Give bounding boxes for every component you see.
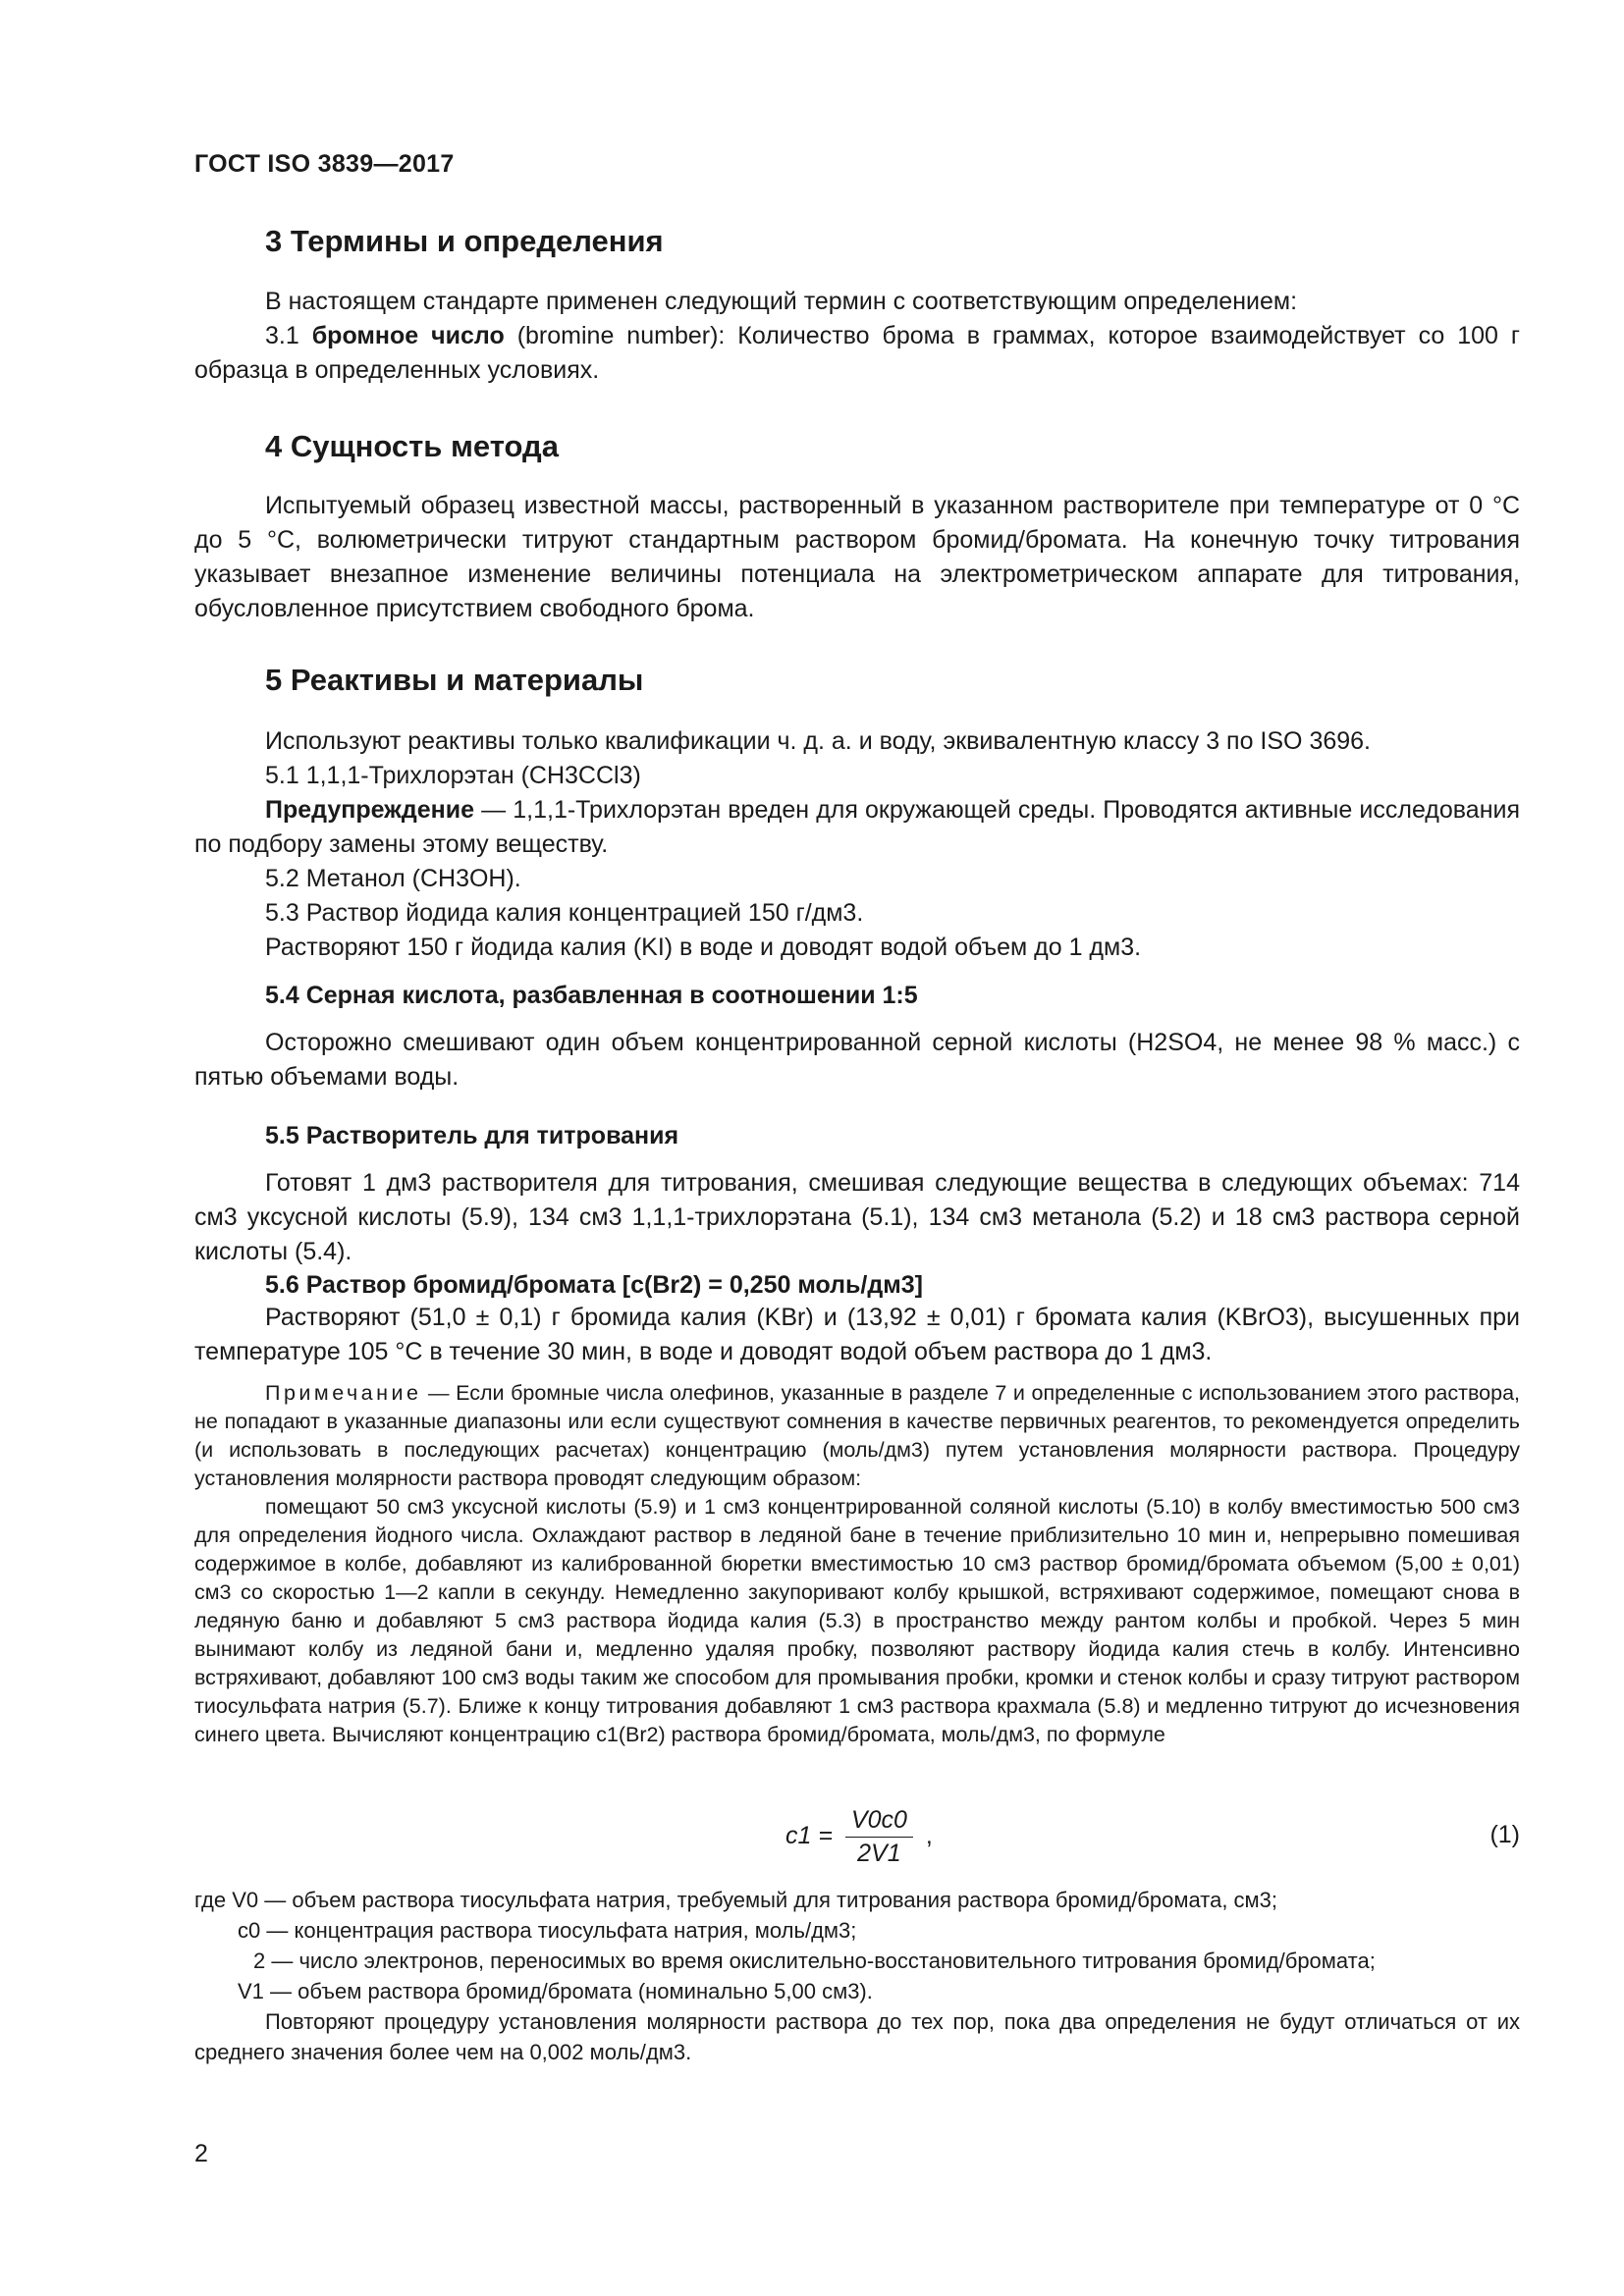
- item-5-4-title: 5.4 Серная кислота, разбавленная в соотношении 1:5: [265, 982, 918, 1009]
- formula-1: [785, 1806, 933, 1868]
- section-5-title: 5 Реактивы и материалы: [265, 663, 644, 697]
- note-para-1: [194, 1379, 1520, 1493]
- warning-label: Предупреждение: [265, 796, 475, 824]
- section-4-title: 4 Сущность метода: [265, 429, 559, 463]
- section-3-intro: В настоящем стандарте применен следующий термин с соответствующим определением:: [265, 288, 1298, 315]
- note-para-2: помещают 50 см3 уксусной кислоты (5.9) и 1 см3 концентрированной соляной кислоты (5.10) в колбу вместимостью 500 см3 для определения йодного числа. Охлаждают раствор в ледяной бане в течение приблизительно 10 мин и, непрерывно помешивая содержимое в колбе, добавляют из калиброванной бюретки вместимостью 10 см3 раствор бромид/бромата объемом (5,00 ± 0,01) см3 со скоростью 1—2 капли в секунду. Немедленно закупоривают колбу крышкой, встряхивают содержимое, помещают снова в ледяную баню и добавляют 5 см3 раствора йодида калия (5.3) в пространство между рантом колбы и пробкой. Через 5 мин вынимают колбу из ледяной бани и, медленно удаляя пробку, позволяют раствору йодида калия стечь в колбу. Интенсивно встряхивают, добавляют 100 см3 воды таким же способом для промывания пробки, кромки и стенок колбы и сразу титруют раствором тиосульфата натрия (5.7). Ближе к концу титрования добавляют 1 см3 раствора крахмала (5.8) и медленно титруют до исчезновения синего цвета. Вычисляют концентрацию c1(Br2) раствора бромид/бромата, моль/дм3, по формуле: [194, 1495, 1520, 1746]
- where-2: 2 — число электронов, переносимых во время окислительно-восстановительного титрования бромид/бромата;: [253, 1949, 1376, 1973]
- item-5-6-title: 5.6 Раствор бромид/бромата [c(Br2) = 0,250 моль/дм3]: [265, 1271, 923, 1299]
- term-3-1-num: 3.1: [265, 322, 299, 349]
- term-3-1: [194, 319, 1520, 388]
- equation-number: (1): [1489, 1821, 1520, 1848]
- formula-numerator: V0c0: [845, 1806, 913, 1838]
- note-block: [194, 1379, 1520, 1749]
- item-5-4-text: Осторожно смешивают один объем концентрированной серной кислоты (H2SO4, не менее 98 % масс.) с пятью объемами воды.: [194, 1029, 1520, 1091]
- formula-lhs: c1 =: [785, 1822, 833, 1850]
- item-5-5-title: 5.5 Растворитель для титрования: [265, 1122, 679, 1149]
- standard-code: ГОСТ ISO 3839—2017: [194, 150, 455, 178]
- item-5-3-text: Растворяют 150 г йодида калия (KI) в воде и доводят водой объем до 1 дм3.: [265, 934, 1142, 961]
- term-3-1-def: (bromine number): Количество брома в граммах, которое взаимодействует со 100 г образца в определенных условиях.: [194, 322, 1521, 384]
- section-5-body: [194, 724, 1520, 965]
- where-c0: c0 — концентрация раствора тиосульфата натрия, моль/дм3;: [238, 1918, 857, 1943]
- note-text-1: — Если бромные числа олефинов, указанные в разделе 7 и определенные с использованием этого раствора, не попадают в указанные диапазоны или если существуют сомнения в качестве первичных реагентов, то рекомендуется определить (и использовать в последующих расчетах) концентрацию (моль/дм3) путем установления молярности раствора. Процедуру установления молярности раствора проводят следующим образом:: [194, 1381, 1520, 1490]
- section-3-title: 3 Термины и определения: [265, 224, 664, 258]
- where-v1: V1 — объем раствора бромид/бромата (номинально 5,00 см3).: [238, 1979, 873, 2003]
- where-v0: где V0 — объем раствора тиосульфата натрия, требуемый для титрования раствора бромид/бромата, см3;: [194, 1888, 1278, 1912]
- note-label: Примечание: [265, 1381, 422, 1405]
- formula-denominator: 2V1: [857, 1840, 901, 1867]
- warning: [194, 793, 1520, 862]
- item-5-1: 5.1 1,1,1-Трихлорэтан (CH3CCl3): [265, 762, 641, 789]
- item-5-6-text: Растворяют (51,0 ± 0,1) г бромида калия (KBr) и (13,92 ± 0,01) г бромата калия (KBrO3), высушенных при температуре 105 °С в течение 30 мин, в воде и доводят водой объем раствора до 1 дм3.: [194, 1304, 1520, 1365]
- item-5-2: 5.2 Метанол (CH3OH).: [265, 865, 521, 892]
- final-para: Повторяют процедуру установления молярности раствора до тех пор, пока два определения не будут отличаться от их среднего значения более чем на 0,002 моль/дм3.: [194, 2009, 1520, 2064]
- section-3-body: [194, 285, 1520, 388]
- warning-text: — 1,1,1-Трихлорэтан вреден для окружающей среды. Проводятся активные исследования по подбору замены этому веществу.: [194, 796, 1521, 858]
- section-4-text: Испытуемый образец известной массы, растворенный в указанном растворителе при температуре от 0 °С до 5 °С, волюметрически титруют стандартным раствором бромид/бромата. На конечную точку титрования указывает внезапное изменение величины потенциала на электрометрическом аппарате для титрования, обусловленное присутствием свободного брома.: [194, 492, 1520, 622]
- item-5-4-body: [194, 1026, 1520, 1095]
- term-3-1-term: бромное число: [311, 322, 505, 349]
- item-5-3: 5.3 Раствор йодида калия концентрацией 150 г/дм3.: [265, 899, 864, 927]
- item-5-5-body: [194, 1166, 1520, 1269]
- item-5-6-body: [194, 1301, 1520, 1369]
- where-block: [194, 1885, 1520, 2067]
- item-5-5-text: Готовят 1 дм3 растворителя для титрования, смешивая следующие вещества в следующих объемах: 714 см3 уксусной кислоты (5.9), 134 см3 1,1,1-трихлорэтана (5.1), 134 см3 метанола (5.2) и 18 см3 раствора серной кислоты (5.4).: [194, 1169, 1520, 1265]
- section-5-intro: Используют реактивы только квалификации ч. д. а. и воду, эквивалентную классу 3 по ISO 3696.: [265, 727, 1372, 755]
- formula-fraction: [845, 1806, 913, 1868]
- section-4-body: [194, 489, 1520, 626]
- page-number: 2: [194, 2140, 208, 2167]
- formula-tail: ,: [925, 1822, 933, 1850]
